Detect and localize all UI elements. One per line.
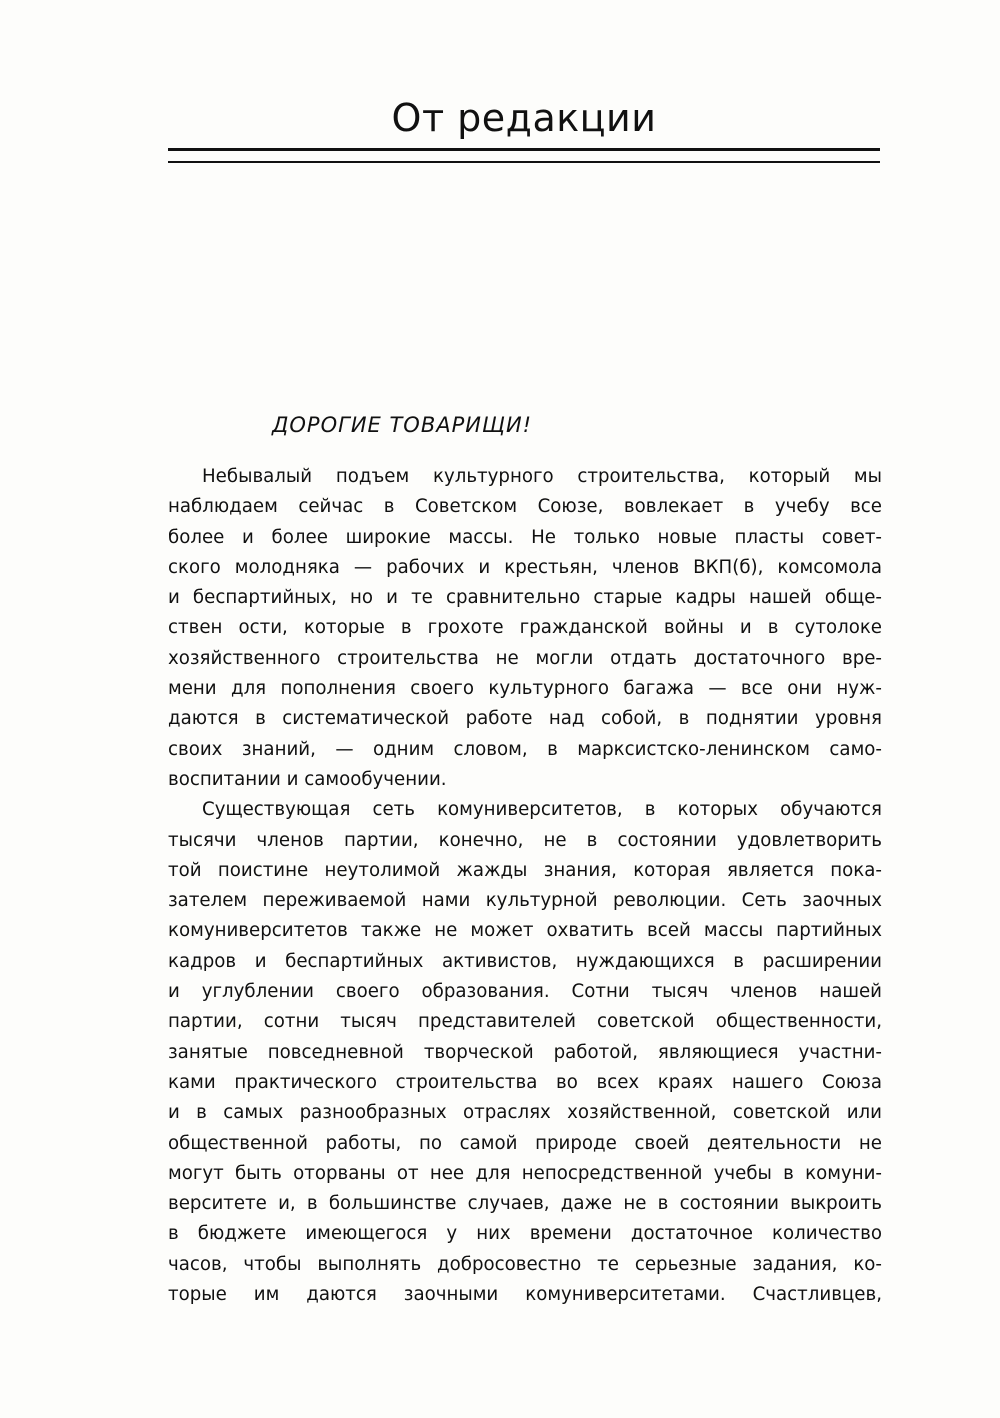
text-line: ками практического строительства во всех краях нашего Союза (168, 1071, 882, 1093)
text-line: даются в систематической работе над собой, в поднятии уровня (168, 708, 882, 730)
paragraph-2 (168, 795, 882, 1310)
body-text (168, 462, 882, 1310)
text-line: наблюдаем сейчас в Советском Союзе, вовлекает в учебу все (168, 496, 882, 518)
text-line: ствен ости, которые в грохоте гражданской войны и в сутолоке (168, 617, 882, 639)
text-line: зателем переживаемой нами культурной революции. Сеть заочных (168, 890, 882, 912)
text-line: часов, чтобы выполнять добросовестно те серьезные задания, ко- (168, 1253, 882, 1275)
text-line: воспитании и самообучении. (168, 768, 447, 790)
text-line: ского молодняка — рабочих и крестьян, членов ВКП(б), комсомола (168, 556, 882, 578)
text-line: партии, сотни тысяч представителей советской общественности, (168, 1011, 882, 1033)
text-line: верситете и, в большинстве случаев, даже не в состоянии выкроить (168, 1193, 882, 1215)
page-title: От редакции (391, 96, 657, 140)
text-line: общественной работы, по самой природе своей деятельности не (168, 1132, 882, 1154)
text-line: более и более широкие массы. Не только новые пласты совет- (168, 526, 882, 548)
text-line: комуниверситетов также не может охватить всей массы партийных (168, 920, 882, 942)
text-line: Существующая сеть комуниверситетов, в которых обучаются (202, 799, 882, 821)
text-line: Небывалый подъем культурного строительства, который мы (202, 466, 882, 487)
text-line: в бюджете имеющегося у них времени достаточное количество (168, 1223, 882, 1245)
title-rule-thin (168, 161, 880, 163)
text-line: хозяйственного строительства не могли отдать достаточного вре- (168, 647, 882, 669)
text-line: и в самых разнообразных отраслях хозяйственной, советской или (168, 1102, 882, 1124)
text-line: своих знаний, — одним словом, в марксистско-ленинском само- (168, 738, 882, 760)
text-line: торые им даются заочными комуниверситетами. Счастливцев, (168, 1284, 882, 1306)
text-line: той поистине неутолимой жажды знания, которая является пока- (168, 859, 882, 881)
salutation-heading: ДОРОГИЕ ТОВАРИЩИ! (272, 413, 533, 437)
paragraph-1 (168, 462, 882, 795)
text-line: тысячи членов партии, конечно, не в состоянии удовлетворить (168, 829, 882, 851)
text-line: кадров и беспартийных активистов, нуждающихся в расширении (168, 950, 882, 972)
text-line: занятые повседневной творческой работой, являющиеся участни- (168, 1041, 882, 1063)
text-line: и углублении своего образования. Сотни тысяч членов нашей (168, 981, 882, 1003)
text-line: могут быть оторваны от нее для непосредственной учебы в комуни- (168, 1162, 882, 1184)
text-line: мени для пополнения своего культурного багажа — все они нуж- (168, 678, 882, 700)
text-line: и беспартийных, но и те сравнительно старые кадры нашей обще- (168, 587, 882, 609)
title-rule-thick (168, 148, 880, 151)
